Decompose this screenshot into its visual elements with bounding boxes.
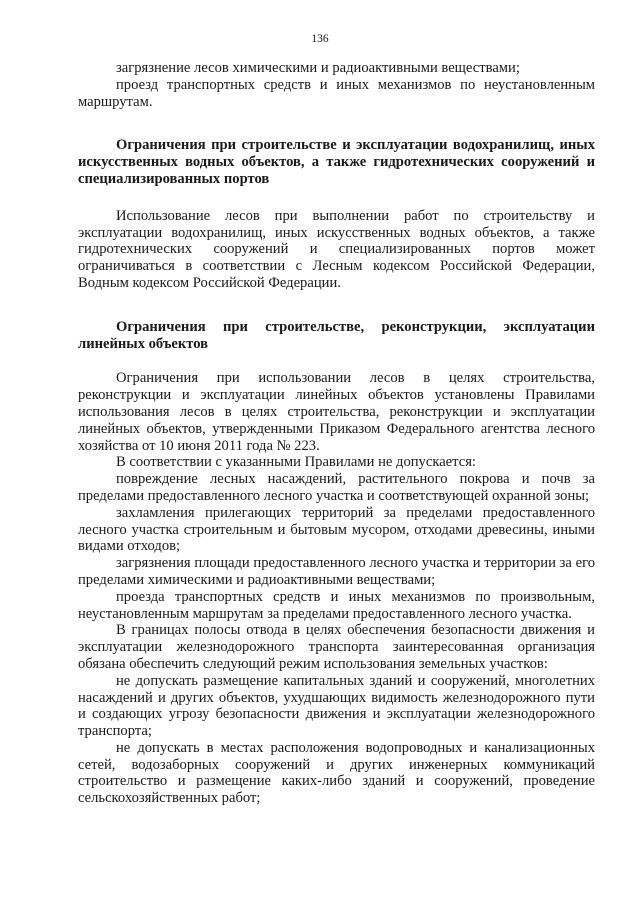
- list-item: проезда транспортных средств и иных механизмов по произвольным, неустановленным маршрутам за пределами предоставленного лесного участка.: [78, 588, 595, 622]
- body-paragraph: Ограничения при использовании лесов в целях строительства, реконструкции и эксплуатации линейных объектов установлены Правилами использования лесов в целях строительства, реконструкции и эксплуатации линейных объектов, утвержденными Приказом Федерального агентства лесного хозяйства от 10 июня 2011 года № 223.: [78, 370, 595, 454]
- section-heading: Ограничения при строительстве, реконструкции, эксплуатации линейных объектов: [78, 318, 595, 352]
- section-heading: Ограничения при строительстве и эксплуатации водохранилищ, иных искусственных водных объектов, а также гидротехнических сооружений и специализированных портов: [78, 137, 595, 187]
- list-item: повреждение лесных насаждений, растительного покрова и почв за пределами предоставленного лесного участка и соответствующей охранной зоны;: [78, 471, 595, 504]
- body-paragraph: В соответствии с указанными Правилами не допускается:: [116, 454, 476, 471]
- body-paragraph: проезд транспортных средств и иных механизмов по неустановленным маршрутам.: [78, 76, 595, 110]
- list-item: захламления прилегающих территорий за пределами предоставленного лесного участка строительным и бытовым мусором, отходами древесины, иными видами отходов;: [78, 504, 595, 555]
- body-paragraph: загрязнение лесов химическими и радиоактивными веществами;: [116, 60, 520, 76]
- list-item: не допускать размещение капитальных зданий и сооружений, многолетних насаждений и других объектов, ухудшающих видимость железнодорожного пути и создающих угрозу безопасности движения и эксплуатации железнодорожного транспорта;: [78, 672, 595, 740]
- list-item: загрязнения площади предоставленного лесного участка и территории за его пределами химическими и радиоактивными веществами;: [78, 555, 595, 588]
- document-body: [78, 60, 595, 807]
- body-paragraph: В границах полосы отвода в целях обеспечения безопасности движения и эксплуатации железнодорожного транспорта заинтересованная организация обязана обеспечить следующий режим использования земельных участков:: [78, 622, 595, 672]
- list-item: не допускать в местах расположения водопроводных и канализационных сетей, водозаборных сооружений и других инженерных коммуникаций строительство и размещение каких-либо зданий и сооружений, проведение сельскохозяйственных работ;: [78, 739, 595, 807]
- body-paragraph: Использование лесов при выполнении работ по строительству и эксплуатации водохранилищ, иных искусственных водных объектов, а также гидротехнических сооружений и специализированных портов может ограничиваться в соответствии с Лесным кодексом Российской Федерации, Водным кодексом Российской Федерации.: [78, 207, 595, 291]
- page-number: 136: [311, 33, 329, 45]
